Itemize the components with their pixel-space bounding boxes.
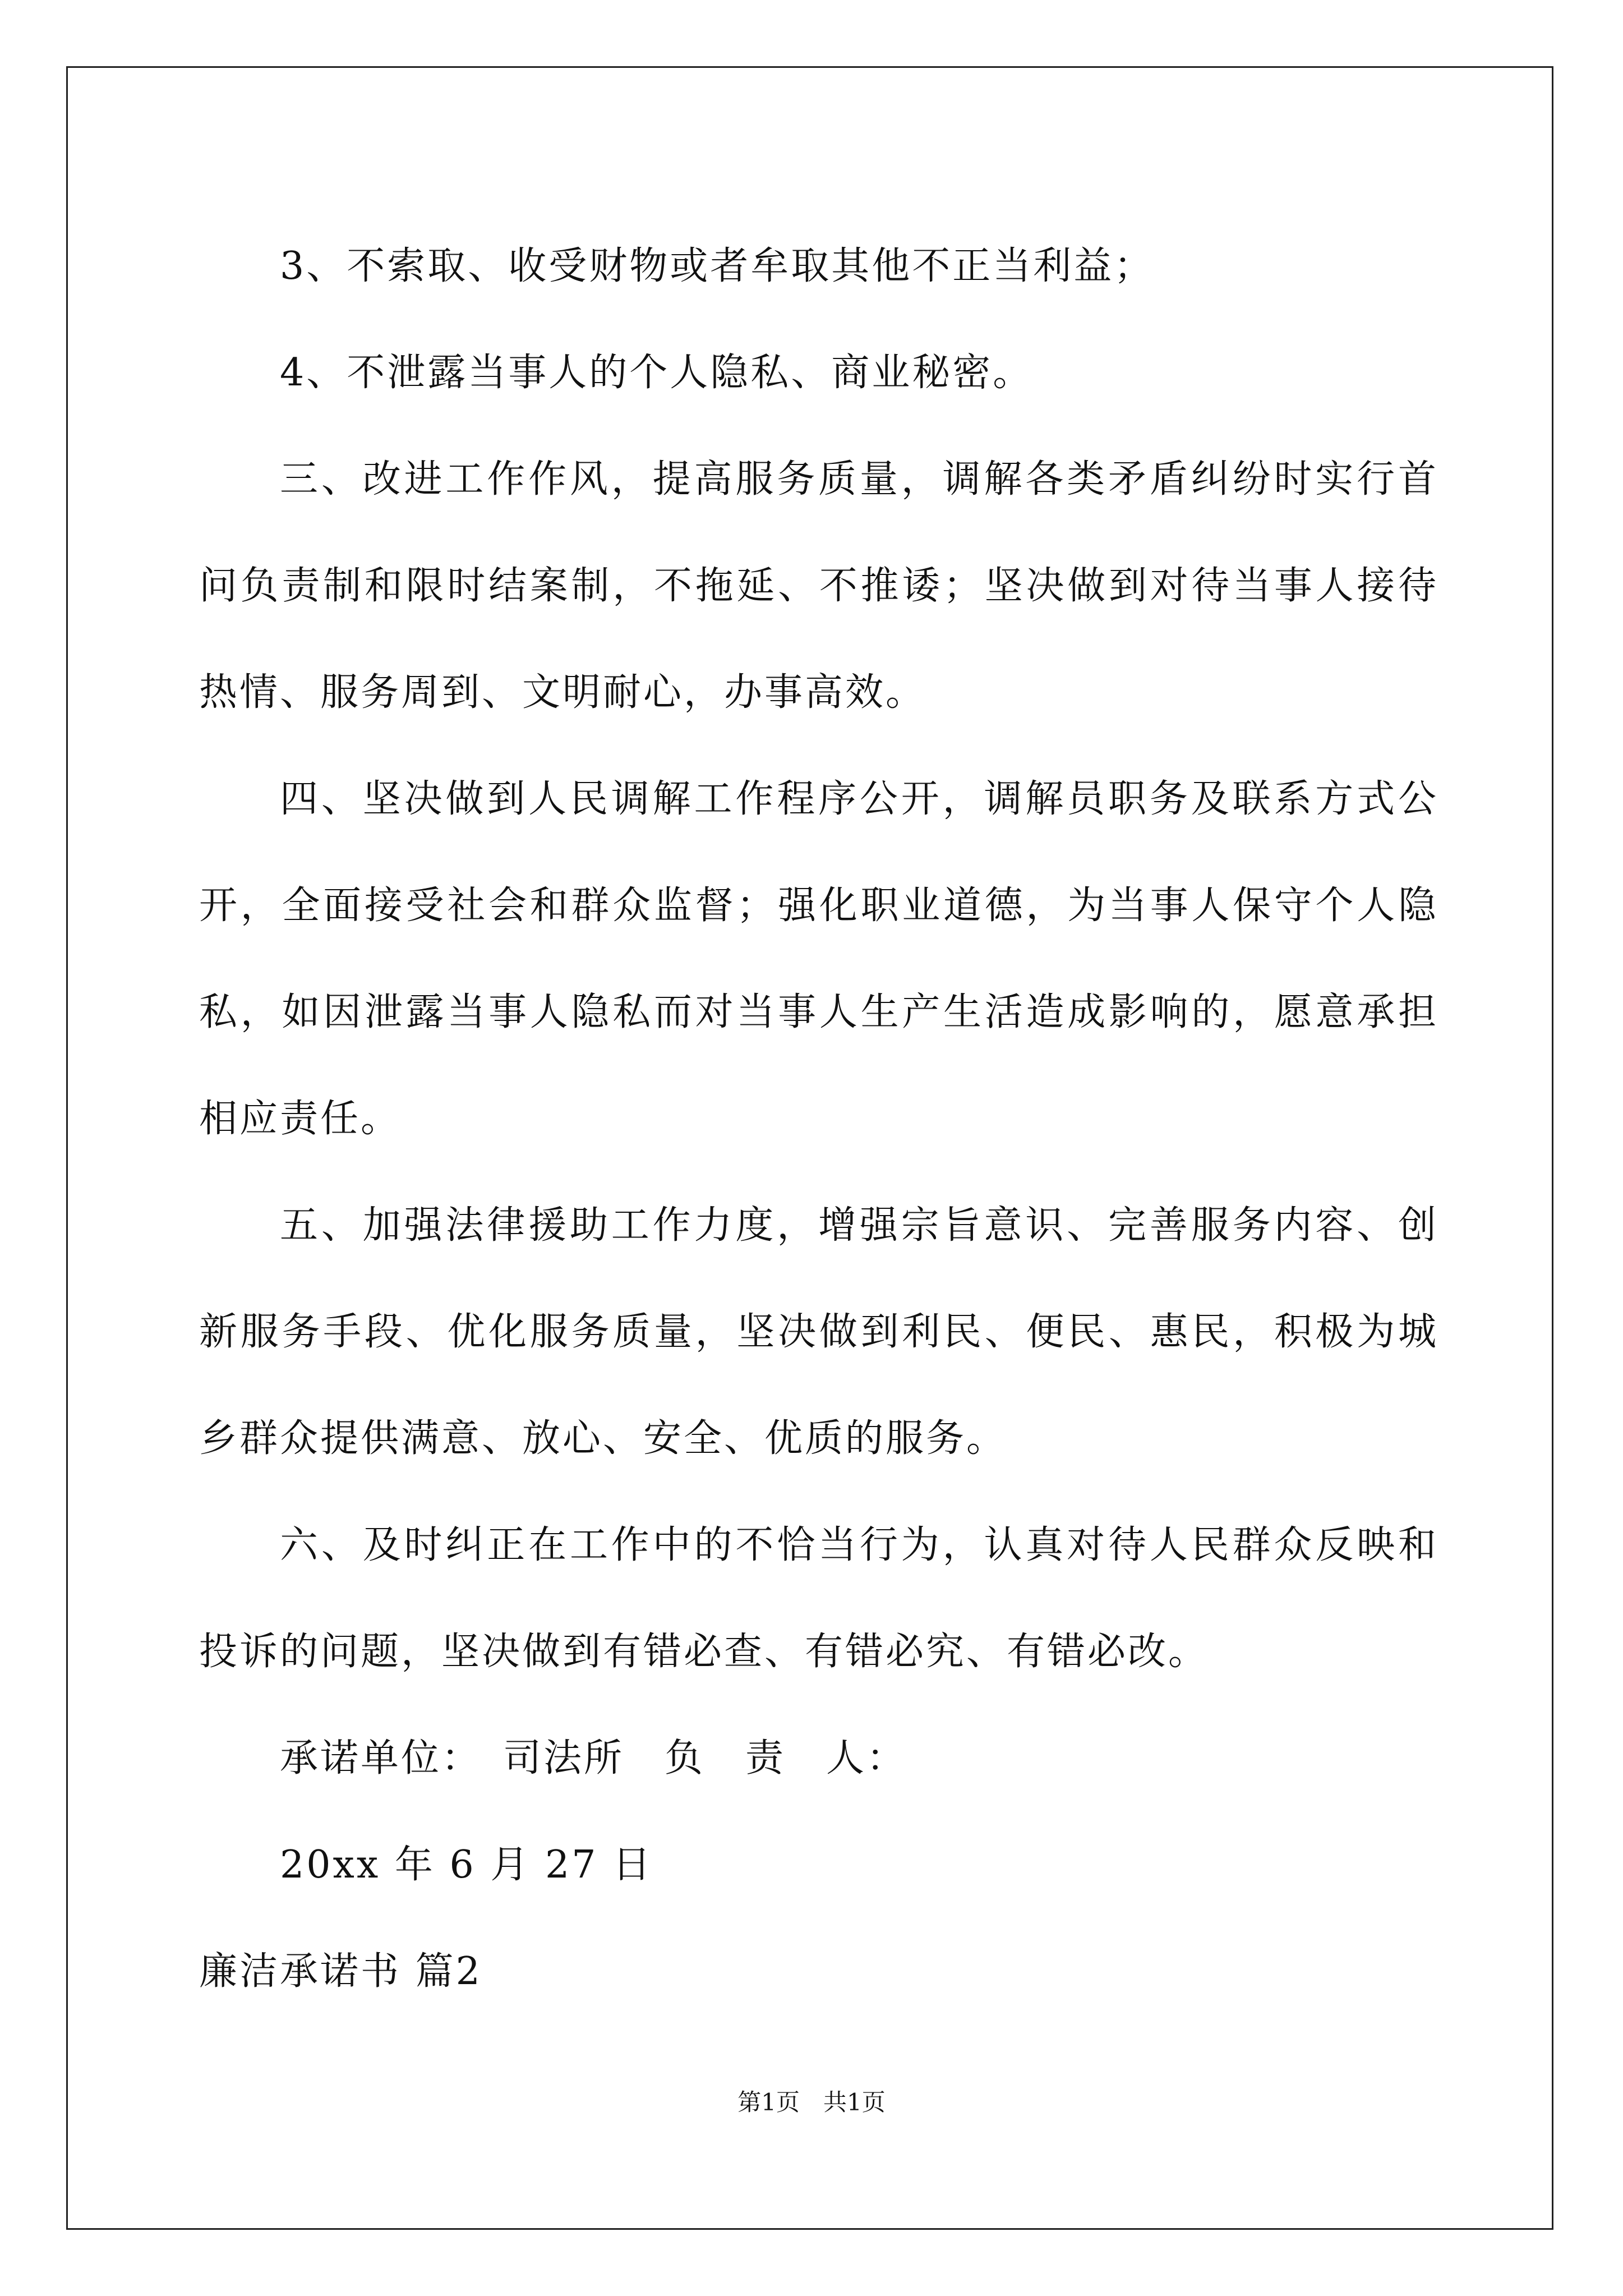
paragraph-section-6: 六、及时纠正在工作中的不恰当行为，认真对待人民群众反映和投诉的问题，坚决做到有错必查、有错必究、有错必改。 (199, 1523, 1438, 1674)
next-section-title: 廉洁承诺书 篇2 (199, 1949, 482, 1994)
signature-line: 承诺单位： 司法所 负 责 人： (280, 1736, 907, 1780)
date-line: 20xx 年 6 月 27 日 (280, 1843, 653, 1887)
paragraph-section-4: 四、坚决做到人民调解工作程序公开，调解员职务及联系方式公开，全面接受社会和群众监督；强化职业道德，为当事人保守个人隐私，如因泄露当事人隐私而对当事人生产生活造成影响的，愿意承担相应责任。 (199, 777, 1438, 1141)
page-footer: 第1页 共1页 (737, 2088, 886, 2116)
document-body (199, 213, 1438, 2025)
paragraph-section-3: 三、改进工作作风，提高服务质量，调解各类矛盾纠纷时实行首问负责制和限时结案制，不拖延、不推诿；坚决做到对待当事人接待热情、服务周到、文明耐心，办事高效。 (199, 457, 1438, 715)
paragraph-section-5: 五、加强法律援助工作力度，增强宗旨意识、完善服务内容、创新服务手段、优化服务质量，坚决做到利民、便民、惠民，积极为城乡群众提供满意、放心、安全、优质的服务。 (199, 1203, 1438, 1461)
paragraph-item-4: 4、不泄露当事人的个人隐私、商业秘密。 (280, 351, 1034, 395)
paragraph-item-3: 3、不索取、收受财物或者牟取其他不正当利益； (280, 244, 1155, 288)
